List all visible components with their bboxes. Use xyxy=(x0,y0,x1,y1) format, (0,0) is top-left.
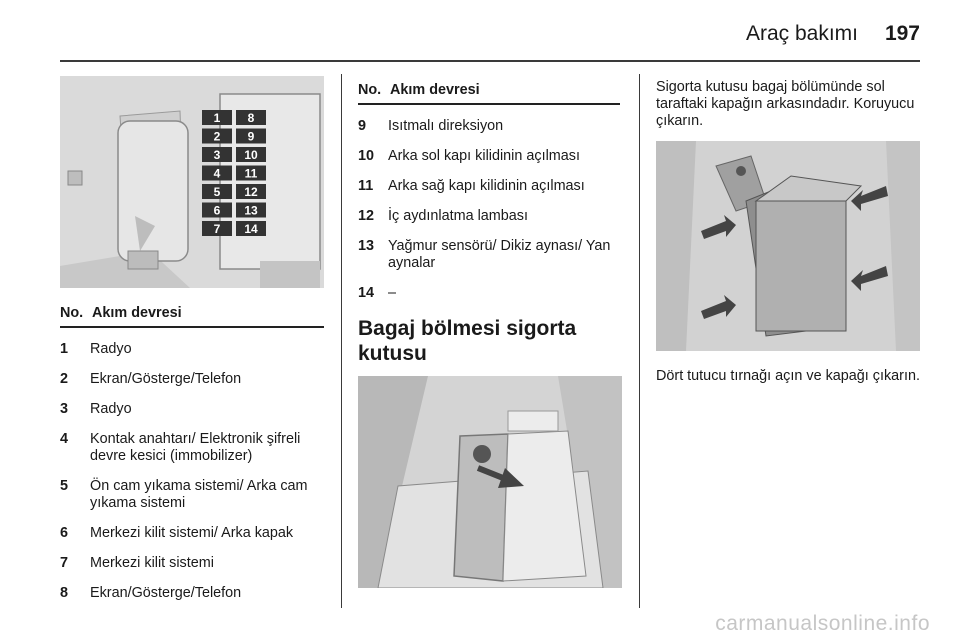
fuse-number: 3 xyxy=(60,401,69,417)
circuit-description: Ekran/Gösterge/Telefon xyxy=(90,585,242,601)
column-divider-left xyxy=(341,74,342,608)
page-header-title: Araç bakımı xyxy=(745,22,858,45)
table-header xyxy=(358,82,620,105)
col-circuit: Akım devresi xyxy=(92,305,182,321)
right-paragraph-2: Dört tutucu tırnağı açın ve kapağı çıkarın. xyxy=(656,368,920,384)
table-header xyxy=(60,305,324,328)
fuse-slot-number: 6 xyxy=(213,203,221,218)
fuse-slot-number: 7 xyxy=(213,222,221,236)
circuit-description: Arka sol kapı kilidinin açılması xyxy=(388,148,580,164)
table-row xyxy=(60,525,324,542)
fuse-slot-number: 5 xyxy=(213,185,221,199)
column-divider-right xyxy=(639,74,640,608)
table-row xyxy=(60,431,324,465)
table-row xyxy=(60,341,324,358)
fuse-slot-number: 3 xyxy=(213,148,221,162)
fuse-number: 14 xyxy=(358,285,375,301)
table-row xyxy=(60,478,324,512)
fuse-slot-number: 1 xyxy=(213,111,221,125)
fuse-number: 1 xyxy=(60,341,69,357)
fuse-box-illustration xyxy=(60,76,324,288)
fuse-table-1 xyxy=(60,305,324,602)
fuse-slot-number: 9 xyxy=(247,129,255,144)
fuse-slot-number: 8 xyxy=(247,111,255,125)
section-title: Bagaj bölmesi sigorta kutusu xyxy=(358,317,577,365)
circuit-description: Ekran/Gösterge/Telefon xyxy=(90,371,242,387)
table-row xyxy=(60,371,324,388)
circuit-description: İç aydınlatma lambası xyxy=(388,208,528,224)
circuit-description: Merkezi kilit sistemi/ Arka kapak xyxy=(90,525,294,541)
fuse-number: 13 xyxy=(358,238,375,254)
fuse-number: 5 xyxy=(60,478,69,494)
table-row xyxy=(60,401,324,418)
circuit-description: Radyo xyxy=(90,401,132,417)
circuit-description: Radyo xyxy=(90,341,132,357)
fuse-number: 9 xyxy=(358,118,367,134)
fuse-number: 12 xyxy=(358,208,375,224)
fuse-slot-number: 10 xyxy=(244,148,258,162)
circuit-description: Kontak anahtarı/ Elektronik şifreli devre kesici (immobilizer) xyxy=(90,431,301,464)
fuse-table-2 xyxy=(358,82,620,302)
fuse-number: 7 xyxy=(60,555,69,571)
fuse-slot-number: 12 xyxy=(244,185,258,199)
col-no: No. xyxy=(60,305,84,321)
fuse-slot-number: 11 xyxy=(244,166,258,181)
page-number: 197 xyxy=(884,22,920,45)
circuit-description: Merkezi kilit sistemi xyxy=(90,555,214,571)
circuit-description: Yağmur sensörü/ Dikiz aynası/ Yan aynalar xyxy=(388,238,611,271)
fuse-slot-number: 14 xyxy=(244,222,258,236)
fuse-number: 10 xyxy=(358,148,375,164)
table-row xyxy=(358,118,620,135)
fuse-number: 2 xyxy=(60,371,69,387)
table-row xyxy=(60,555,324,572)
table-row xyxy=(358,208,620,225)
watermark: carmanualsonline.info xyxy=(715,612,930,635)
right-paragraph-1: Sigorta kutusu bagaj bölümünde sol taraftaki kapağın arkasındadır. Koruyucu çıkarın. xyxy=(656,79,915,129)
col-no: No. xyxy=(358,82,382,98)
fuse-number: 4 xyxy=(60,431,69,447)
table-row xyxy=(358,148,620,165)
table-row xyxy=(60,585,324,602)
table-row xyxy=(358,238,620,272)
fuse-number: 11 xyxy=(358,178,374,194)
header-rule xyxy=(60,60,920,62)
circuit-description: Isıtmalı direksiyon xyxy=(388,118,504,134)
fuse-slot-number: 13 xyxy=(244,203,258,218)
fuse-cover-illustration xyxy=(656,141,920,351)
fuse-slot-number: 2 xyxy=(213,129,221,144)
fuse-slot-number: 4 xyxy=(213,166,221,181)
table-row xyxy=(358,285,620,302)
circuit-description: – xyxy=(388,285,397,301)
col-circuit: Akım devresi xyxy=(390,82,480,98)
trunk-illustration xyxy=(358,376,622,588)
circuit-description: Arka sağ kapı kilidinin açılması xyxy=(388,178,585,194)
circuit-description: Ön cam yıkama sistemi/ Arka cam yıkama sistemi xyxy=(90,478,308,511)
table-row xyxy=(358,178,620,195)
fuse-number: 6 xyxy=(60,525,69,541)
fuse-number: 8 xyxy=(60,585,69,601)
